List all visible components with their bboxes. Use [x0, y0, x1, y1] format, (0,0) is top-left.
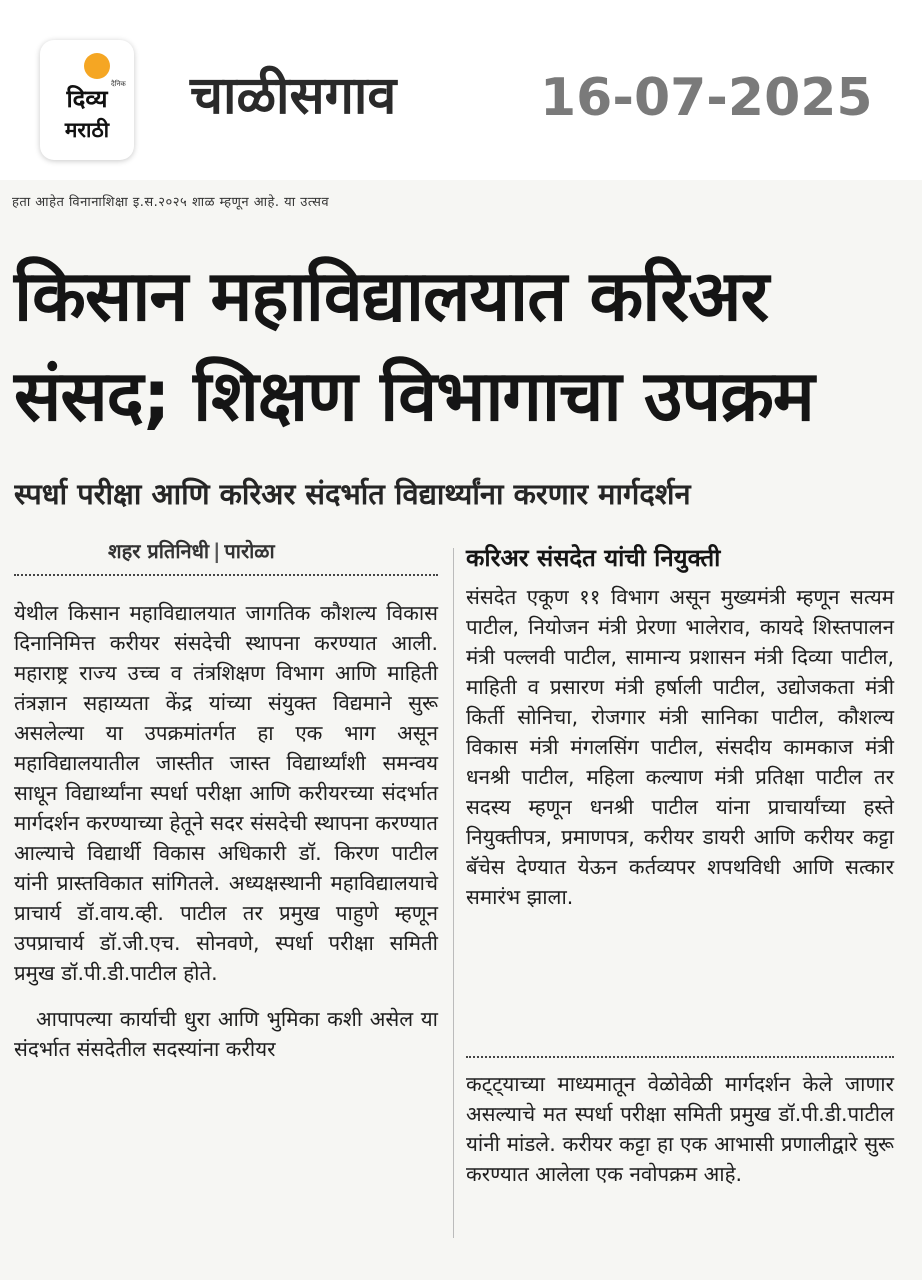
right-column-bottom [466, 1069, 894, 1189]
byline-location: पारोळा [224, 539, 275, 563]
headline-line1: किसान महाविद्यालयात करिअर [14, 255, 769, 337]
left-column [14, 598, 438, 1064]
post-header [0, 0, 922, 180]
right-paragraph-2: कट्ट्याच्या माध्यमातून वेळोवेळी मार्गदर्शन केले जाणार असल्याचे मत स्पर्धा परीक्षा समिती प्रमुख डॉ.पी.डी.पाटील यांनी मांडले. करीयर कट्टा हा एक आभासी प्रणालीद्वारे सुरू करण्यात आलेला एक नवोपक्रम आहे. [466, 1072, 894, 1186]
logo-line2: मराठी [64, 118, 110, 142]
edition-date: 16-07-2025 [540, 68, 873, 128]
right-column-top [466, 582, 894, 912]
right-paragraph-1: संसदेत एकूण ११ विभाग असून मुख्यमंत्री म्हणून सत्यम पाटील, नियोजन मंत्री प्रेरणा भालेराव, कायदे शिस्तपालन मंत्री पल्लवी पाटील, सामान्य प्रशासन मंत्री दिव्या पाटील, माहिती व प्रसारण मंत्री हर्षाली पाटील, उद्योजकता मंत्री किर्ती सोनिचा, रोजगार मंत्री सानिका पाटील, कौशल्य विकास मंत्री मंगलसिंग पाटील, संसदीय कामकाज मंत्री धनश्री पाटील, महिला कल्याण मंत्री प्रतिक्षा पाटील तर सदस्य म्हणून धनश्री पाटील यांना प्राचार्यांच्या हस्ते नियुक्तीपत्र, प्रमाणपत्र, करीयर डायरी आणि करीयर कट्टा बॅचेस देण्यात येऊन कर्तव्यपर शपथविधी आणि सत्कार समारंभ झाला. [466, 585, 894, 909]
headline-line2: संसद; शिक्षण विभागाचा उपक्रम [14, 355, 814, 437]
cut-off-text-line: हता आहेत विनानाशिक्षा इ.स.२०२५ शाळ म्हणून आहे. या उत्सव [12, 195, 330, 210]
article-subheadline: स्पर्धा परीक्षा आणि करिअर संदर्भात विद्यार्थ्यांना करणार मार्गदर्शन [14, 477, 691, 511]
column-divider [453, 548, 454, 1238]
left-paragraph-2: आपापल्या कार्याची धुरा आणि भुमिका कशी असेल या संदर्भात संसदेतील सदस्यांना करीयर [14, 1007, 438, 1061]
right-column-subtitle: करिअर संसदेत यांची नियुक्ती [466, 544, 721, 572]
left-paragraph-1: येथील किसान महाविद्यालयात जागतिक कौशल्य विकास दिनानिमित्त करीयर संसदेची स्थापना करण्यात आली. महाराष्ट्र राज्य उच्च व तंत्रशिक्षण विभाग आणि माहिती तंत्रज्ञान सहाय्यता केंद्र यांच्या संयुक्त विद्यमाने सुरू असलेल्या या उपक्रमांतर्गत हा एक भाग असून महाविद्यालयातील जास्तीत जास्त विद्यार्थ्यांशी समन्वय साधून विद्यार्थ्यांना स्पर्धा परीक्षा आणि करीयरच्या संदर्भात मार्गदर्शन करण्याच्या हेतूने सदर संसदेची स्थापना करण्यात आल्याचे विद्यार्थी विकास अधिकारी डॉ. किरण पाटील यांनी प्रास्तविकात सांगितले. अध्यक्षस्थानी महाविद्यालयाचे प्राचार्य डॉ.वाय.व्ही. पाटील तर प्रमुख पाहुणे म्हणून उपप्राचार्य डॉ.जी.एच. सोनवणे, स्पर्धा परीक्षा समिती प्रमुख डॉ.पी.डी.पाटील होते. [14, 601, 438, 985]
logo-small-text: दैनिक [111, 80, 126, 88]
article-headline [14, 246, 904, 446]
byline-separator: | [213, 539, 221, 563]
divya-marathi-logo[interactable] [40, 40, 134, 160]
right-divider [466, 1056, 894, 1058]
byline-divider [14, 574, 438, 576]
logo-line1: दिव्य [66, 85, 108, 113]
sun-icon [84, 53, 110, 79]
byline-author: शहर प्रतिनिधी [108, 539, 210, 563]
edition-city: चाळीसगाव [190, 66, 397, 126]
byline [108, 536, 275, 566]
